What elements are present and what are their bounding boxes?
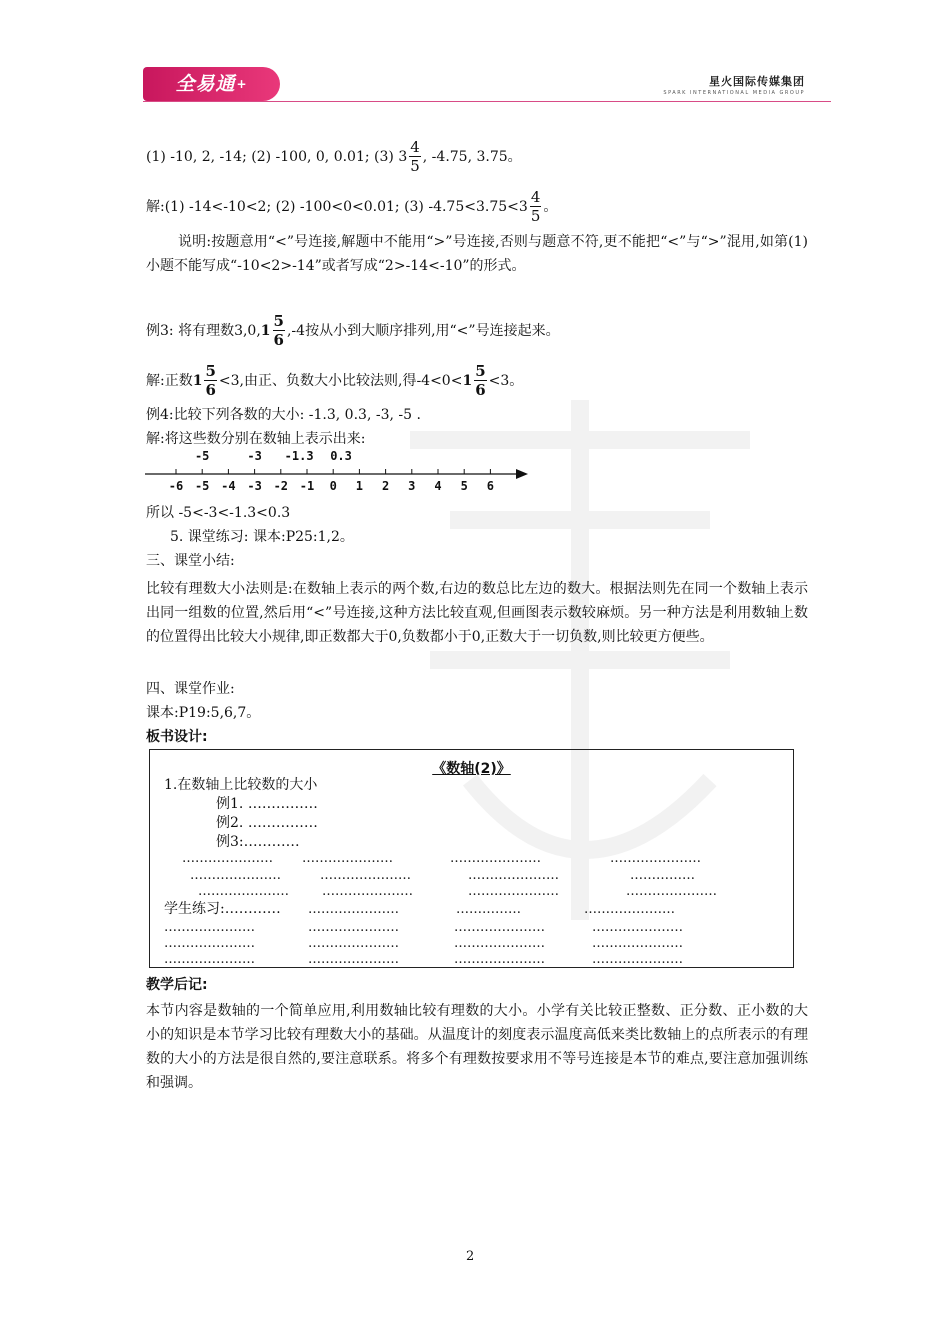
- board-design-box: [149, 749, 794, 968]
- fraction-denominator: 6: [273, 331, 284, 349]
- mixed-whole: 3: [518, 199, 528, 215]
- fraction-numerator: 5: [273, 312, 284, 330]
- board-dots: ……………: [456, 902, 521, 917]
- publisher-name: 星火国际传媒集团: [709, 75, 805, 88]
- board-dots: …………………: [454, 952, 545, 967]
- fraction-numerator: 4: [410, 138, 420, 156]
- fraction: [474, 364, 486, 398]
- fraction-denominator: 5: [530, 207, 541, 225]
- afterword-title: 教学后记:: [146, 977, 208, 993]
- fraction: [409, 140, 421, 174]
- tick-label: 4: [434, 479, 442, 493]
- homework: 课本:P19:5,6,7。: [146, 705, 261, 721]
- board-dots: …………………: [190, 868, 281, 883]
- board-dots: …………………: [198, 884, 289, 899]
- header-divider: [143, 101, 831, 102]
- board-dots: …………………: [468, 868, 559, 883]
- board-example-2: [216, 814, 318, 832]
- example-4: 例4:比较下列各数的大小: -1.3, 0.3, -3, -5 .: [146, 407, 421, 423]
- tick-label: 2: [381, 479, 390, 493]
- question-text-end: , -4.75, 3.75。: [422, 149, 522, 165]
- solution-3: [146, 364, 523, 398]
- tick-label: 6: [486, 479, 494, 493]
- fraction-denominator: 6: [205, 381, 216, 399]
- answer-text: 解:(1) -14<-10<2; (2) -100<0<0.01; (3) -4.75<3.75<: [146, 199, 519, 215]
- fraction-denominator: 6: [475, 381, 486, 399]
- board-dots: …………………: [592, 920, 683, 935]
- board-dots: …………………: [302, 851, 393, 866]
- tick-label: -5: [194, 479, 210, 493]
- marked-point-label: -5: [194, 449, 210, 463]
- example-3: [146, 314, 560, 348]
- publisher-brand: [663, 73, 805, 96]
- board-dots: …………………: [610, 851, 701, 866]
- logo-text: 全易通: [175, 73, 236, 95]
- publisher-name-en: SPARK INTERNATIONAL MEDIA GROUP: [663, 90, 805, 96]
- board-dots: …………………: [626, 884, 717, 899]
- board-dots: …………………: [322, 884, 413, 899]
- board-dots: ……………: [247, 796, 318, 812]
- board-example-label: 例1.: [216, 796, 244, 812]
- afterword-paragraph: 本节内容是数轴的一个简单应用,利用数轴比较有理数的大小。小学有关比较正整数、正分数、正小数的大小的知识是本节学习比较有理数大小的基础。从温度计的刻度表示温度高低来类比数轴上的点所表示的有理数的大小的方法是很自然的,要注意联系。将多个有理数按要求用不等号连接是本节的难点,要注意加强训练和强调。: [146, 1003, 808, 1091]
- board-example-label: 例3:: [216, 834, 244, 850]
- board-dots: …………………: [164, 920, 255, 935]
- board-dots: …………………: [164, 952, 255, 967]
- mixed-whole: 1: [462, 373, 473, 389]
- brand-logo: [143, 67, 280, 101]
- tick-label: -4: [221, 479, 236, 493]
- mixed-whole: 1: [192, 373, 203, 389]
- conclusion: 所以 -5<-3<-1.3<0.3: [146, 505, 291, 521]
- tick-label: -2: [273, 479, 289, 493]
- board-dots: …………………: [468, 884, 559, 899]
- board-dots: …………………: [584, 902, 675, 917]
- board-box-title: 《数轴(2)》: [432, 761, 511, 777]
- question-line: [146, 140, 522, 174]
- board-dots: ……………: [630, 868, 695, 883]
- logo-star-icon: +: [236, 77, 248, 91]
- solution-3-text-mid: <3,由正、负数大小比较法则,得-4<0<: [218, 373, 463, 389]
- tick-label: -3: [247, 479, 262, 493]
- board-title: 板书设计:: [146, 729, 208, 745]
- board-dots: …………………: [592, 936, 683, 951]
- board-student-practice: [164, 900, 281, 918]
- board-dots: …………………: [450, 851, 541, 866]
- marked-point-label: -1.3: [284, 449, 314, 463]
- fraction-denominator: 5: [410, 157, 420, 175]
- fraction: [530, 190, 542, 224]
- board-dots: ……………: [247, 815, 318, 831]
- solution-3-text-end: <3。: [488, 373, 524, 389]
- solution-4: 解:将这些数分别在数轴上表示出来:: [146, 431, 366, 447]
- tick-label: 5: [460, 479, 468, 493]
- example-3-text-end: ,-4按从小到大顺序排列,用“<”号连接起来。: [286, 323, 560, 339]
- board-dots: …………………: [454, 936, 545, 951]
- board-dots: …………………: [592, 952, 683, 967]
- tick-label: 0: [329, 479, 337, 493]
- tick-label: 1: [355, 479, 363, 493]
- board-dots: …………………: [308, 936, 399, 951]
- board-dots: …………………: [308, 902, 399, 917]
- note-paragraph: 说明:按题意用“<”号连接,解题中不能用“>”号连接,否则与题意不符,更不能把“<”与“>”混用,如第(1)小题不能写成“-10<2>-14”或者写成“2>-14<-10”的形式。: [146, 234, 808, 274]
- board-dots: …………: [224, 901, 281, 917]
- practice: 5. 课堂练习: 课本:P25:1,2。: [170, 529, 354, 545]
- marked-point-label: 0.3: [330, 449, 352, 463]
- summary-paragraph: 比较有理数大小法则是:在数轴上表示的两个数,右边的数总比左边的数大。根据法则先在同一个数轴上表示出同一组数的位置,然后用“<”号连接,这种方法比较直观,但画图表示数较麻烦。另一种方法是利用数轴上数的位置得出比较大小规律,即正数都大于0,负数都小于0,正数大于一切负数,则比较更方便些。: [146, 581, 808, 645]
- fraction: [273, 314, 285, 348]
- tick-label: -6: [168, 479, 184, 493]
- example-3-text: 例3: 将有理数3,0,: [146, 323, 261, 339]
- arrow-right-icon: [516, 469, 528, 479]
- answer-line: [146, 190, 557, 224]
- number-line: [140, 448, 540, 500]
- answer-text-end: 。: [543, 199, 558, 215]
- homework-title: 四、课堂作业:: [146, 681, 235, 697]
- board-example-label: 例2.: [216, 815, 244, 831]
- fraction-numerator: 4: [530, 188, 541, 206]
- question-text: (1) -10, 2, -14; (2) -100, 0, 0.01; (3): [146, 149, 394, 165]
- solution-3-text: 解:正数: [146, 373, 193, 389]
- board-dots: …………: [243, 834, 300, 850]
- tick-label: -1: [299, 479, 315, 493]
- fraction-numerator: 5: [205, 362, 216, 380]
- board-dots: …………………: [182, 851, 273, 866]
- board-example-1: [216, 795, 318, 813]
- summary-title: 三、课堂小结:: [146, 553, 235, 569]
- board-item-1: 1.在数轴上比较数的大小: [164, 777, 318, 793]
- board-dots: …………………: [164, 936, 255, 951]
- board-student-label: 学生练习:: [164, 901, 225, 917]
- fraction-numerator: 5: [475, 362, 486, 380]
- mixed-whole: 1: [260, 323, 271, 339]
- fraction: [204, 364, 216, 398]
- page-number: 2: [466, 1249, 475, 1264]
- board-dots: …………………: [308, 920, 399, 935]
- board-dots: …………………: [454, 920, 545, 935]
- board-example-3: [216, 833, 300, 851]
- tick-label: 3: [408, 479, 416, 493]
- mixed-whole: 3: [398, 149, 408, 165]
- board-dots: …………………: [308, 952, 399, 967]
- marked-point-label: -3: [247, 449, 262, 463]
- board-dots: …………………: [320, 868, 411, 883]
